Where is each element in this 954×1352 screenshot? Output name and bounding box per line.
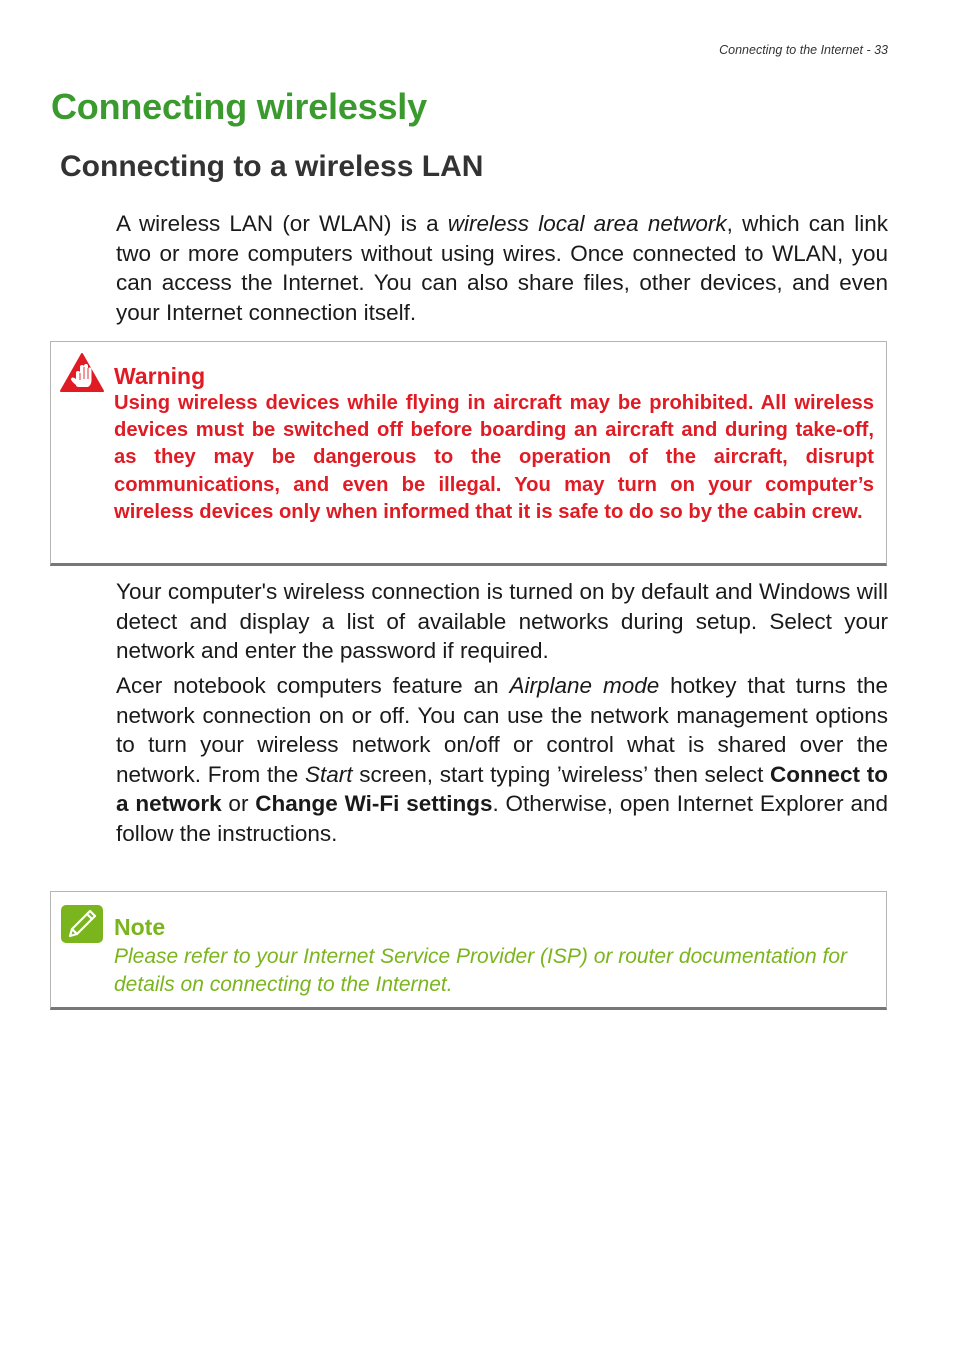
note-pencil-icon (60, 904, 104, 944)
airplane-mode-term: Airplane mode (509, 673, 660, 698)
airplane-text-5: . Otherwise, open Internet Explorer and follow the instructions. (116, 791, 889, 846)
warning-hand-icon (60, 352, 104, 392)
change-wifi-term: Change Wi-Fi settings (255, 791, 493, 817)
note-body: Please refer to your Internet Service Provider (ISP) or router documentation for details on connecting to the Internet. (114, 945, 848, 996)
airplane-text-4: or (221, 791, 256, 817)
running-header: Connecting to the Internet - 33 (719, 43, 888, 57)
warning-body: Using wireless devices while flying in aircraft may be prohibited. All wireless devices must be switched off before boarding an aircraft and during take-off, as they may be dangerous to the operation of the aircraft, disrupt communications, and even be illegal. You may turn on your computer’s wireless devices only when informed that it is safe to do so by the cabin crew. (114, 392, 874, 523)
intro-paragraph (116, 209, 888, 327)
note-callout (50, 891, 887, 1010)
airplane-mode-paragraph (116, 671, 888, 849)
airplane-text-3: screen, start typing ’wireless’ then select (352, 761, 771, 787)
warning-callout (50, 341, 887, 566)
airplane-text-2: hotkey that turns the network connection on or off. You can use the network management options to turn your wireless network on/off or control what is shared over the network. From the (116, 673, 888, 787)
wireless-default-paragraph: Your computer's wireless connection is turned on by default and Windows will detect and display a list of available networks during setup. Select your network and enter the password if required. (116, 579, 888, 664)
airplane-text-1: Acer notebook computers feature an (116, 673, 510, 698)
page-title: Connecting wirelessly (51, 86, 427, 127)
intro-text-1: A wireless LAN (or WLAN) is a (116, 211, 448, 236)
warning-title: Warning (114, 363, 206, 389)
note-title: Note (114, 914, 166, 940)
connect-network-term: Connect to a network (116, 761, 888, 817)
section-subtitle: Connecting to a wireless LAN (60, 150, 484, 183)
intro-text-2: , which can link two or more computers without using wires. Once connected to WLAN, you can access the Internet. You can also share files, other devices, and even your Internet connection itself. (116, 211, 888, 325)
start-screen-term: Start (304, 761, 353, 787)
intro-italic-term: wireless local area network (447, 211, 727, 236)
